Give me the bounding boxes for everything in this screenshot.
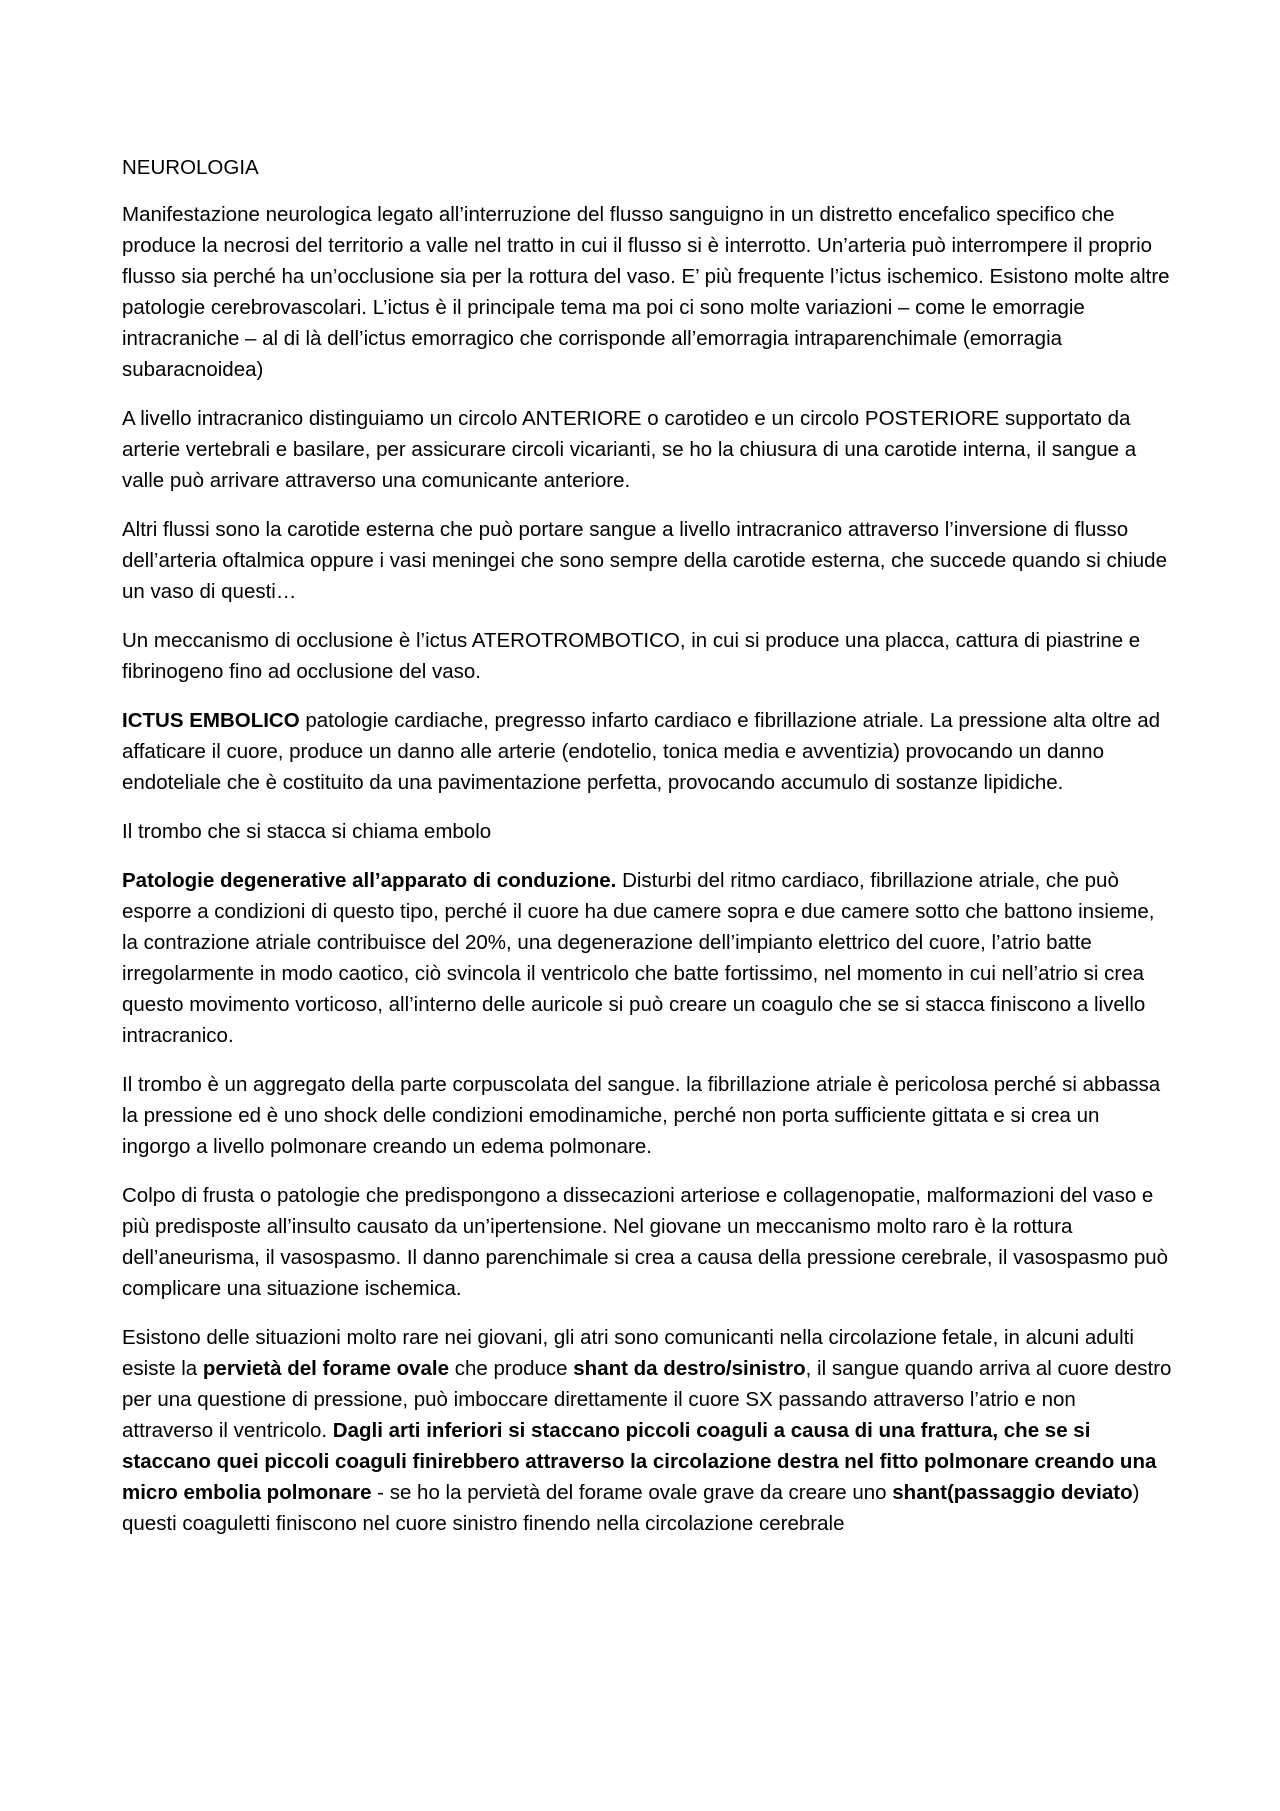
paragraph-conduzione-text: Disturbi del ritmo cardiaco, fibrillazione atriale, che può esporre a condizioni di questo tipo, perché il cuore ha due camere sopra e due camere sotto che battono insieme, la contrazione atriale contribuisce del 20%, una degenerazione dell’impianto elettrico del cuore, l’atrio batte irregolarmente in modo caotico, ciò svincola il ventricolo che batte fortissimo, nel momento in cui nell’atrio si crea questo movimento vorticoso, all’interno delle auricole si può creare un coagulo che se si stacca finiscono a livello intracranico.: [122, 869, 1155, 1047]
text-segment: - se ho la pervietà del forame ovale grave da creare uno: [371, 1481, 893, 1504]
text-segment: ) questi coaguletti finiscono nel cuore sinistro finendo nella circolazione cerebrale: [122, 1481, 1140, 1535]
paragraph-colpo-di-frusta: Colpo di frusta o patologie che predispongono a dissecazioni arteriose e collagenopatie, malformazioni del vaso e più predisposte all’insulto causato da un’ipertensione. Nel giovane un meccanismo molto raro è la rottura dell’aneurisma, il vasospasmo. Il danno parenchimale si crea a causa della pressione cerebrale, il vasospasmo può complicare una situazione ischemica.: [122, 1184, 1169, 1300]
paragraph-aterotrombotico: Un meccanismo di occlusione è l’ictus ATEROTROMBOTICO, in cui si produce una placca, cattura di piastrine e fibrinogeno fino ad occlusione del vaso.: [122, 629, 1141, 683]
paragraph-conduzione: [122, 865, 1172, 1051]
paragraph-ictus-embolico-text: patologie cardiache, pregresso infarto cardiaco e fibrillazione atriale. La pressione alta oltre ad affaticare il cuore, produce un danno alle arterie (endotelio, tonica media e avventizia) provocando un danno endoteliale che è costituito da una pavimentazione perfetta, provocando accumulo di sostanze lipidiche.: [122, 709, 1161, 794]
term-patologie-degenerative: Patologie degenerative all’apparato di conduzione.: [122, 869, 617, 892]
term-pervieta-forame-ovale: pervietà del forame ovale: [202, 1357, 450, 1380]
paragraph-trombo: Il trombo è un aggregato della parte corpuscolata del sangue. la fibrillazione atriale è pericolosa perché si abbassa la pressione ed è uno shock delle condizioni emodinamiche, perché non porta sufficiente gittata e si crea un ingorgo a livello polmonare creando un edema polmonare.: [122, 1073, 1161, 1158]
document-title: NEUROLOGIA: [122, 156, 259, 179]
term-micro-embolia: Dagli arti inferiori si staccano piccoli coaguli a causa di una frattura, che se si staccano quei piccoli coaguli finirebbero attraverso la circolazione destra nel fitto polmonare creando una micro embolia polmonare: [122, 1419, 1157, 1504]
document-page: [122, 152, 1172, 1557]
text-segment: che produce: [449, 1357, 574, 1380]
term-ictus-embolico: ICTUS EMBOLICO: [122, 709, 300, 732]
paragraph-altri-flussi: Altri flussi sono la carotide esterna che può portare sangue a livello intracranico attraverso l’inversione di flusso dell’arteria oftalmica oppure i vasi meningei che sono sempre della carotide esterna, che succede quando si chiude un vaso di questi…: [122, 518, 1167, 603]
text-segment: Esistono delle situazioni molto rare nei giovani, gli atri sono comunicanti nella circolazione fetale, in alcuni adulti esiste la: [122, 1326, 1134, 1380]
term-shant-destro-sinistro: shant da destro/sinistro: [573, 1357, 806, 1380]
paragraph-intro: Manifestazione neurologica legato all’interruzione del flusso sanguigno in un distretto encefalico specifico che produce la necrosi del territorio a valle nel tratto in cui il flusso si è interrotto. Un’arteria può interrompere il proprio flusso sia perché ha un’occlusione sia per la rottura del vaso. E’ più frequente l’ictus ischemico. Esistono molte altre patologie cerebrovascolari. L’ictus è il principale tema ma poi ci sono molte variazioni – come le emorragie intracraniche – al di là dell’ictus emorragico che corrisponde all’emorragia intraparenchimale (emorragia subaracnoidea): [122, 203, 1170, 381]
paragraph-forame-ovale: [122, 1322, 1172, 1539]
term-shant-passaggio-deviato: shant(passaggio deviato: [892, 1481, 1133, 1504]
paragraph-embolo: Il trombo che si stacca si chiama embolo: [122, 820, 492, 843]
paragraph-circoli: A livello intracranico distinguiamo un circolo ANTERIORE o carotideo e un circolo POSTERIORE supportato da arterie vertebrali e basilare, per assicurare circoli vicarianti, se ho la chiusura di una carotide interna, il sangue a valle può arrivare attraverso una comunicante anteriore.: [122, 407, 1137, 492]
text-segment: , il sangue quando arriva al cuore destro per una questione di pressione, può imboccare direttamente il cuore SX passando attraverso l’atrio e non attraverso il ventricolo.: [122, 1357, 1172, 1442]
paragraph-ictus-embolico: [122, 705, 1172, 798]
